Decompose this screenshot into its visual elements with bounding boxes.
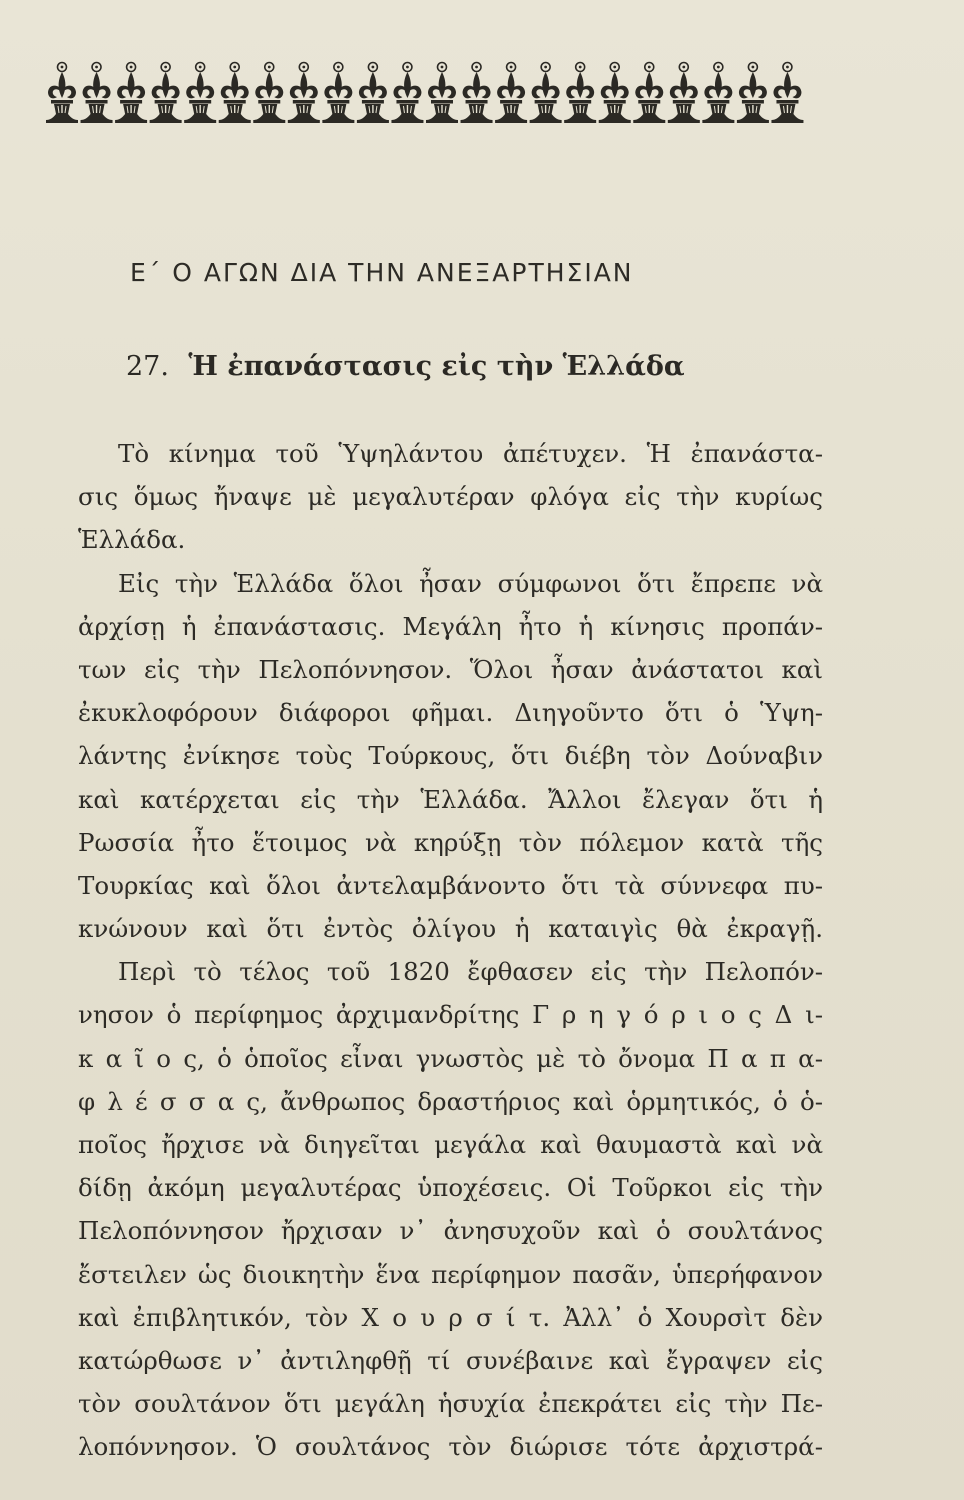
text-line: κ α ῖ ο ς, ὁ ὁποῖος εἶναι γνωστὸς μὲ τὸ ὄνομα Π α π α- xyxy=(78,1043,823,1073)
text-line: Ἑλλάδα. xyxy=(78,525,186,555)
fleur-de-lis-icon xyxy=(46,63,78,124)
fleur-de-lis-icon xyxy=(288,63,320,124)
fleur-de-lis-icon xyxy=(530,63,562,124)
text-line: κνώνουν καὶ ὅτι ἐντὸς ὀλίγου ἡ καταιγὶς θὰ ἐκραγῇ. xyxy=(78,914,823,944)
fleur-de-lis-icon xyxy=(668,63,700,124)
text-line: λοπόννησον. Ὁ σουλτάνος τὸν διώρισε τότε ἀρχιστρά- xyxy=(78,1432,823,1462)
section-heading xyxy=(126,351,685,382)
text-line: σις ὅμως ἤναψε μὲ μεγαλυτέραν φλόγα εἰς τὴν κυρίως xyxy=(78,482,823,512)
fleur-de-lis-icon xyxy=(391,63,423,124)
text-line: δίδῃ ἀκόμη μεγαλυτέρας ὑποχέσεις. Οἱ Τοῦρκοι εἰς τὴν xyxy=(78,1173,823,1203)
text-line: Πελοπόννησον ἤρχισαν ν᾽ ἀνησυχοῦν καὶ ὁ σουλτάνος xyxy=(78,1216,823,1246)
section-number: 27. xyxy=(126,351,169,382)
text-line: Τουρκίας καὶ ὅλοι ἀντελαμβάνοντο ὅτι τὰ σύννεφα πυ- xyxy=(78,870,823,900)
text-line: ἀρχίσῃ ἡ ἐπανάστασις. Μεγάλη ἦτο ἡ κίνησις προπάν- xyxy=(78,611,823,641)
fleur-de-lis-icon xyxy=(702,63,734,124)
text-line: τὸν σουλτάνον ὅτι μεγάλη ἡσυχία ἐπεκράτει εἰς τὴν Πε- xyxy=(78,1389,823,1419)
fleur-de-lis-icon xyxy=(564,63,596,124)
fleur-de-lis-icon xyxy=(599,63,631,124)
text-line: Περὶ τὸ τέλος τοῦ 1820 ἔφθασεν εἰς τὴν Πελοπόν- xyxy=(118,957,823,987)
body-text xyxy=(78,432,823,1469)
fleur-de-lis-icon xyxy=(150,63,182,124)
fleur-de-lis-border-icon xyxy=(45,52,805,130)
fleur-de-lis-icon xyxy=(461,63,493,124)
chapter-heading: Ε΄ Ο ΑΓΩΝ ΔΙΑ ΤΗΝ ΑΝΕΞΑΡΤΗΣΙΑΝ xyxy=(130,258,634,287)
fleur-de-lis-icon xyxy=(115,63,147,124)
fleur-de-lis-icon xyxy=(633,63,665,124)
fleur-de-lis-icon xyxy=(322,63,354,124)
text-line: κατώρθωσε ν᾽ ἀντιληφθῇ τί συνέβαινε καὶ ἔγραψεν εἰς xyxy=(78,1345,823,1375)
fleur-de-lis-icon xyxy=(81,63,113,124)
text-line: λάντης ἐνίκησε τοὺς Τούρκους, ὅτι διέβη τὸν Δούναβιν xyxy=(78,741,823,771)
text-line: καὶ κατέρχεται εἰς τὴν Ἑλλάδα. Ἄλλοι ἔλεγαν ὅτι ἡ xyxy=(78,784,823,814)
text-line: των εἰς τὴν Πελοπόννησον. Ὅλοι ἦσαν ἀνάστατοι καὶ xyxy=(78,654,823,684)
text-line: ἔστειλεν ὡς διοικητὴν ἕνα περίφημον πασᾶν, ὑπερήφανον xyxy=(78,1259,823,1289)
fleur-de-lis-icon xyxy=(737,63,769,124)
fleur-de-lis-icon xyxy=(495,63,527,124)
text-line: φ λ έ σ σ α ς, ἄνθρωπος δραστήριος καὶ ὁρμητικός, ὁ ὁ- xyxy=(78,1086,823,1116)
section-title: Ἡ ἐπανάστασις εἰς τὴν Ἑλλάδα xyxy=(188,351,685,382)
text-line: Εἰς τὴν Ἑλλάδα ὅλοι ἦσαν σύμφωνοι ὅτι ἔπρεπε νὰ xyxy=(118,568,823,598)
fleur-de-lis-icon xyxy=(357,63,389,124)
fleur-de-lis-icon xyxy=(771,63,803,124)
text-line: ἐκυκλοφόρουν διάφοροι φῆμαι. Διηγοῦντο ὅτι ὁ Ὑψη- xyxy=(78,698,823,728)
fleur-de-lis-icon xyxy=(253,63,285,124)
fleur-de-lis-icon xyxy=(426,63,458,124)
text-line: ποῖος ἤρχισε νὰ διηγεῖται μεγάλα καὶ θαυμαστὰ καὶ νὰ xyxy=(78,1130,823,1159)
text-line: Ρωσσία ἦτο ἕτοιμος νὰ κηρύξῃ τὸν πόλεμον κατὰ τῆς xyxy=(78,827,823,857)
text-line: νησον ὁ περίφημος ἀρχιμανδρίτης Γ ρ η γ ό ρ ι ο ς Δ ι- xyxy=(78,1000,823,1030)
fleur-de-lis-icon xyxy=(184,63,216,124)
fleur-de-lis-icon xyxy=(219,63,251,124)
text-line: Τὸ κίνημα τοῦ Ὑψηλάντου ἀπέτυχεν. Ἡ ἐπανάστα- xyxy=(118,439,823,468)
text-line: καὶ ἐπιβλητικόν, τὸν Χ ο υ ρ σ ί τ. Ἀλλ᾽ ὁ Χουρσὶτ δὲν xyxy=(78,1302,823,1332)
